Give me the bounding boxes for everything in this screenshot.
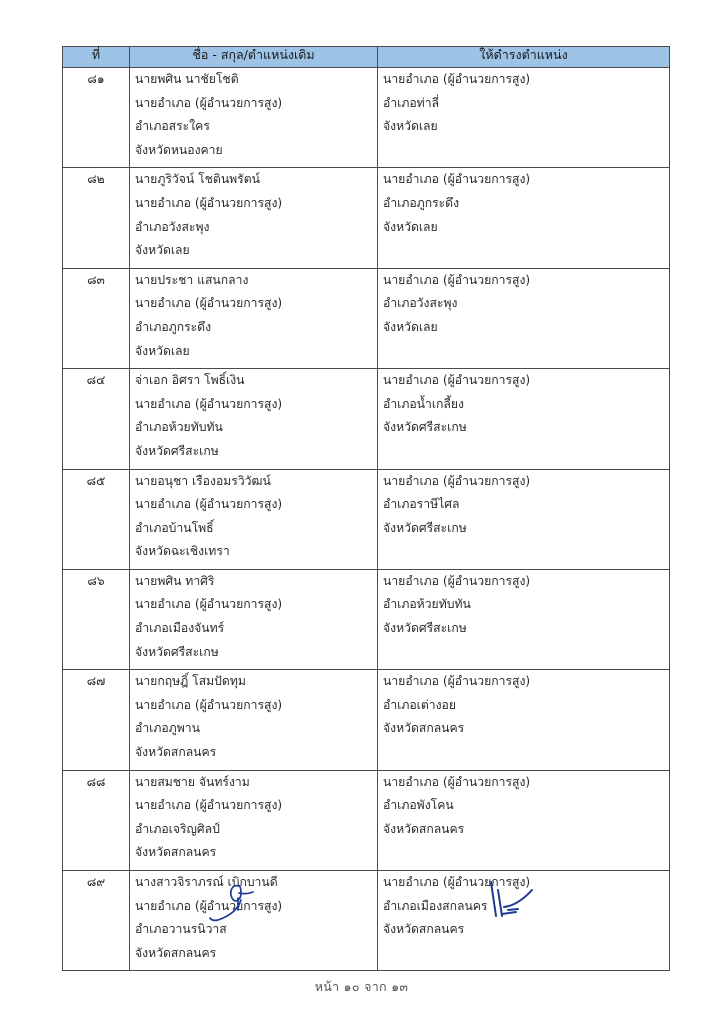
column-header-current: ชื่อ - สกุล/ตำแหน่งเดิม xyxy=(130,47,378,68)
position-line: อำเภอเจริญศิลป์ xyxy=(135,821,220,836)
page-footer: หน้า ๑๐ จาก ๑๓ xyxy=(314,979,409,994)
position-line: จังหวัดศรีสะเกษ xyxy=(135,644,219,659)
position-line: อำเภอวังสะพุง xyxy=(135,219,210,234)
person-name: นายพศิน นาชัยโชติ xyxy=(135,72,239,86)
person-name: นางสาวจิราภรณ์ เบิกบานดี xyxy=(135,875,278,889)
position-line: จังหวัดหนองคาย xyxy=(135,142,223,157)
current-position-cell xyxy=(130,670,378,770)
position-line: นายอำเภอ (ผู้อำนวยการสูง) xyxy=(383,72,531,86)
position-line: จังหวัดศรีสะเกษ xyxy=(135,443,219,458)
position-line: จังหวัดสกลนคร xyxy=(135,945,217,960)
new-position-cell xyxy=(378,770,670,870)
current-position-cell xyxy=(130,871,378,971)
position-line: นายอำเภอ (ผู้อำนวยการสูง) xyxy=(383,473,531,488)
table-body xyxy=(63,68,670,971)
position-line: นายอำเภอ (ผู้อำนวยการสูง) xyxy=(135,95,283,110)
position-line: จังหวัดเลย xyxy=(383,119,438,134)
table-row xyxy=(63,670,670,770)
position-line: จังหวัดศรีสะเกษ xyxy=(383,420,467,435)
new-position-cell xyxy=(378,670,670,770)
position-line: นายอำเภอ (ผู้อำนวยการสูง) xyxy=(135,798,283,813)
position-line: อำเภอราษีไศล xyxy=(383,497,460,512)
row-number: ๘๗ xyxy=(63,670,130,770)
new-position-cell xyxy=(378,168,670,268)
row-number: ๘๑ xyxy=(63,68,130,168)
current-position-cell xyxy=(130,770,378,870)
position-line: อำเภอบ้านโพธิ์ xyxy=(135,520,214,535)
position-line: อำเภอเต่างอย xyxy=(383,697,457,712)
person-name: จ่าเอก อิศรา โพธิ์เงิน xyxy=(135,373,245,388)
person-name: นายอนุชา เรืองอมรวิวัฒน์ xyxy=(135,473,271,488)
position-line: จังหวัดเลย xyxy=(383,219,438,234)
new-position-cell xyxy=(378,569,670,669)
table-row xyxy=(63,569,670,669)
position-line: นายอำเภอ (ผู้อำนวยการสูง) xyxy=(135,296,283,311)
table-row xyxy=(63,68,670,168)
row-number: ๘๒ xyxy=(63,168,130,268)
position-line: อำเภอภูกระดึง xyxy=(135,319,212,334)
person-name: นายพศิน ทาศิริ xyxy=(135,573,215,588)
position-line: นายอำเภอ (ผู้อำนวยการสูง) xyxy=(135,597,283,612)
position-line: นายอำเภอ (ผู้อำนวยการสูง) xyxy=(383,674,531,689)
position-line: นายอำเภอ (ผู้อำนวยการสูง) xyxy=(135,697,283,712)
position-line: จังหวัดสกลนคร xyxy=(383,821,465,836)
position-line: จังหวัดศรีสะเกษ xyxy=(383,520,467,535)
position-line: นายอำเภอ (ผู้อำนวยการสูง) xyxy=(383,774,531,789)
current-position-cell xyxy=(130,569,378,669)
position-line: จังหวัดเลย xyxy=(383,319,438,334)
table-row xyxy=(63,469,670,569)
position-line: นายอำเภอ (ผู้อำนวยการสูง) xyxy=(383,172,531,187)
position-line: นายอำเภอ (ผู้อำนวยการสูง) xyxy=(135,396,283,411)
row-number: ๘๓ xyxy=(63,268,130,368)
current-position-cell xyxy=(130,168,378,268)
current-position-cell xyxy=(130,268,378,368)
position-line: นายอำเภอ (ผู้อำนวยการสูง) xyxy=(135,497,283,512)
new-position-cell xyxy=(378,369,670,469)
position-line: อำเภอพังโคน xyxy=(383,798,454,813)
table-row xyxy=(63,369,670,469)
row-number: ๘๖ xyxy=(63,569,130,669)
position-line: อำเภอวังสะพุง xyxy=(383,296,458,311)
row-number: ๘๘ xyxy=(63,770,130,870)
position-line: อำเภอเมืองสกลนคร xyxy=(383,898,488,913)
column-header-new: ให้ดำรงตำแหน่ง xyxy=(378,47,670,68)
position-line: จังหวัดศรีสะเกษ xyxy=(383,621,467,636)
person-name: นายภูริวัจน์ โชตินพรัตน์ xyxy=(135,172,260,187)
table-header xyxy=(63,47,670,68)
row-number: ๘๕ xyxy=(63,469,130,569)
person-name: นายประชา แสนกลาง xyxy=(135,272,249,287)
table-row xyxy=(63,770,670,870)
position-line: อำเภอห้วยทับทัน xyxy=(383,597,471,612)
position-line: จังหวัดเลย xyxy=(135,343,190,358)
position-line: จังหวัดเลย xyxy=(135,243,190,258)
new-position-cell xyxy=(378,469,670,569)
appointment-table xyxy=(62,46,670,971)
new-position-cell xyxy=(378,268,670,368)
row-number: ๘๔ xyxy=(63,369,130,469)
position-line: นายอำเภอ (ผู้อำนวยการสูง) xyxy=(135,195,283,210)
position-line: อำเภอน้ำเกลี้ยง xyxy=(383,396,464,411)
position-line: จังหวัดฉะเชิงเทรา xyxy=(135,544,230,559)
position-line: จังหวัดสกลนคร xyxy=(135,745,217,760)
position-line: นายอำเภอ (ผู้อำนวยการสูง) xyxy=(383,373,531,388)
position-line: อำเภอห้วยทับทัน xyxy=(135,420,223,435)
person-name: นายกฤษฎิ์ โสมปัดทุม xyxy=(135,674,246,689)
table-row xyxy=(63,268,670,368)
position-line: อำเภอสระใคร xyxy=(135,119,210,134)
new-position-cell xyxy=(378,871,670,971)
new-position-cell xyxy=(378,68,670,168)
position-line: อำเภอเมืองจันทร์ xyxy=(135,621,225,636)
position-line: อำเภอวานรนิวาส xyxy=(135,922,227,937)
table-header-row xyxy=(63,47,670,68)
position-line: จังหวัดสกลนคร xyxy=(383,922,465,937)
position-line: จังหวัดสกลนคร xyxy=(135,845,217,860)
position-line: อำเภอภูพาน xyxy=(135,721,200,736)
table-row xyxy=(63,168,670,268)
current-position-cell xyxy=(130,68,378,168)
position-line: จังหวัดสกลนคร xyxy=(383,721,465,736)
position-line: นายอำเภอ (ผู้อำนวยการสูง) xyxy=(383,875,531,889)
row-number: ๘๙ xyxy=(63,871,130,971)
person-name: นายสมชาย จันทร์งาม xyxy=(135,774,250,789)
current-position-cell xyxy=(130,469,378,569)
current-position-cell xyxy=(130,369,378,469)
position-line: อำเภอภูกระดึง xyxy=(383,195,460,210)
position-line: นายอำเภอ (ผู้อำนวยการสูง) xyxy=(135,898,283,913)
position-line: อำเภอท่าลี่ xyxy=(383,95,440,110)
position-line: นายอำเภอ (ผู้อำนวยการสูง) xyxy=(383,272,531,287)
column-header-number: ที่ xyxy=(63,47,130,68)
position-line: นายอำเภอ (ผู้อำนวยการสูง) xyxy=(383,573,531,588)
table-row xyxy=(63,871,670,971)
